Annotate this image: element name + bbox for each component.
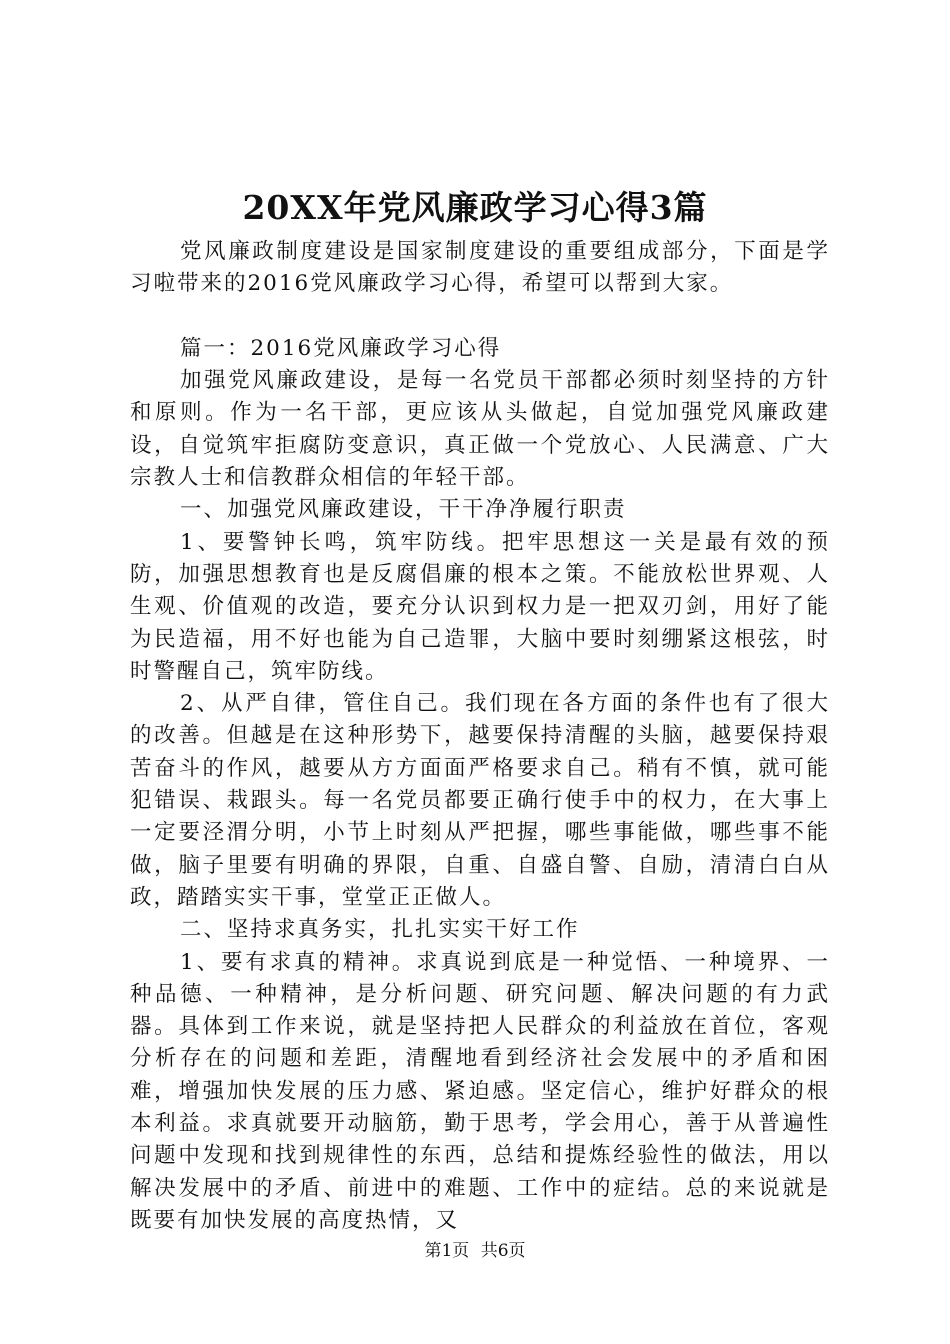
paragraph-gap: [130, 301, 830, 333]
subsection-heading: 二、坚持求真务实，扎扎实实干好工作: [180, 917, 580, 943]
page-total: 共6页: [480, 1241, 526, 1261]
body-paragraph: 1、要有求真的精神。求真说到底是一种觉悟、一种境界、一种品德、一种精神，是分析问题、研究问题、解决问题的有力武器。具体到工作来说，就是坚持把人民群众的利益放在首位，客观分析存在的问题和差距，清醒地看到经济社会发展中的矛盾和困难，增强加快发展的压力感、紧迫感。坚定信心，维护好群众的根本利益。求真就要开动脑筋，勤于思考，学会用心，善于从普遍性问题中发现和找到规律性的东西，总结和提炼经验性的做法，用以解决发展中的矛盾、前进中的难题、工作中的症结。总的来说就是既要有加快发展的高度热情，又: [130, 949, 830, 1233]
document-title: 20XX年党风廉政学习心得3篇: [242, 188, 708, 227]
body-paragraph: 2、从严自律，管住自己。我们现在各方面的条件也有了很大的改善。但越是在这种形势下，越要保持清醒的头脑，越要保持艰苦奋斗的作风，越要从方方面面严格要求自己。稍有不慎，就可能犯错误、栽跟头。每一名党员都要正确行使手中的权力，在大事上一定要泾渭分明，小节上时刻从严把握，哪些事能做，哪些事不能做，脑子里要有明确的界限，自重、自盛自警、自励，清清白白从政，踏踏实实干事，堂堂正正做人。: [130, 691, 830, 910]
page-number: 第1页: [424, 1241, 470, 1261]
document-body: [130, 236, 830, 1237]
intro-paragraph: 党风廉政制度建设是国家制度建设的重要组成部分，下面是学习啦带来的2016党风廉政学习心得，希望可以帮到大家。: [130, 239, 830, 297]
body-paragraph: 1、要警钟长鸣，筑牢防线。把牢思想这一关是最有效的预防，加强思想教育也是反腐倡廉的根本之策。不能放松世界观、人生观、价值观的改造，要充分认识到权力是一把双刃剑，用好了能为民造福，用不好也能为自己造罪，大脑中要时刻绷紧这根弦，时时警醒自己，筑牢防线。: [130, 529, 830, 684]
page-footer: [0, 1240, 950, 1262]
subsection-heading: 一、加强党风廉政建设，干干净净履行职责: [180, 497, 627, 523]
body-paragraph: 加强党风廉政建设，是每一名党员干部都必须时刻坚持的方针和原则。作为一名干部，更应该从头做起，自觉加强党风廉政建设，自觉筑牢拒腐防变意识，真正做一个党放心、人民满意、广大宗教人士和信教群众相信的年轻干部。: [130, 368, 830, 491]
section-heading: 篇一：2016党风廉政学习心得: [180, 335, 502, 361]
